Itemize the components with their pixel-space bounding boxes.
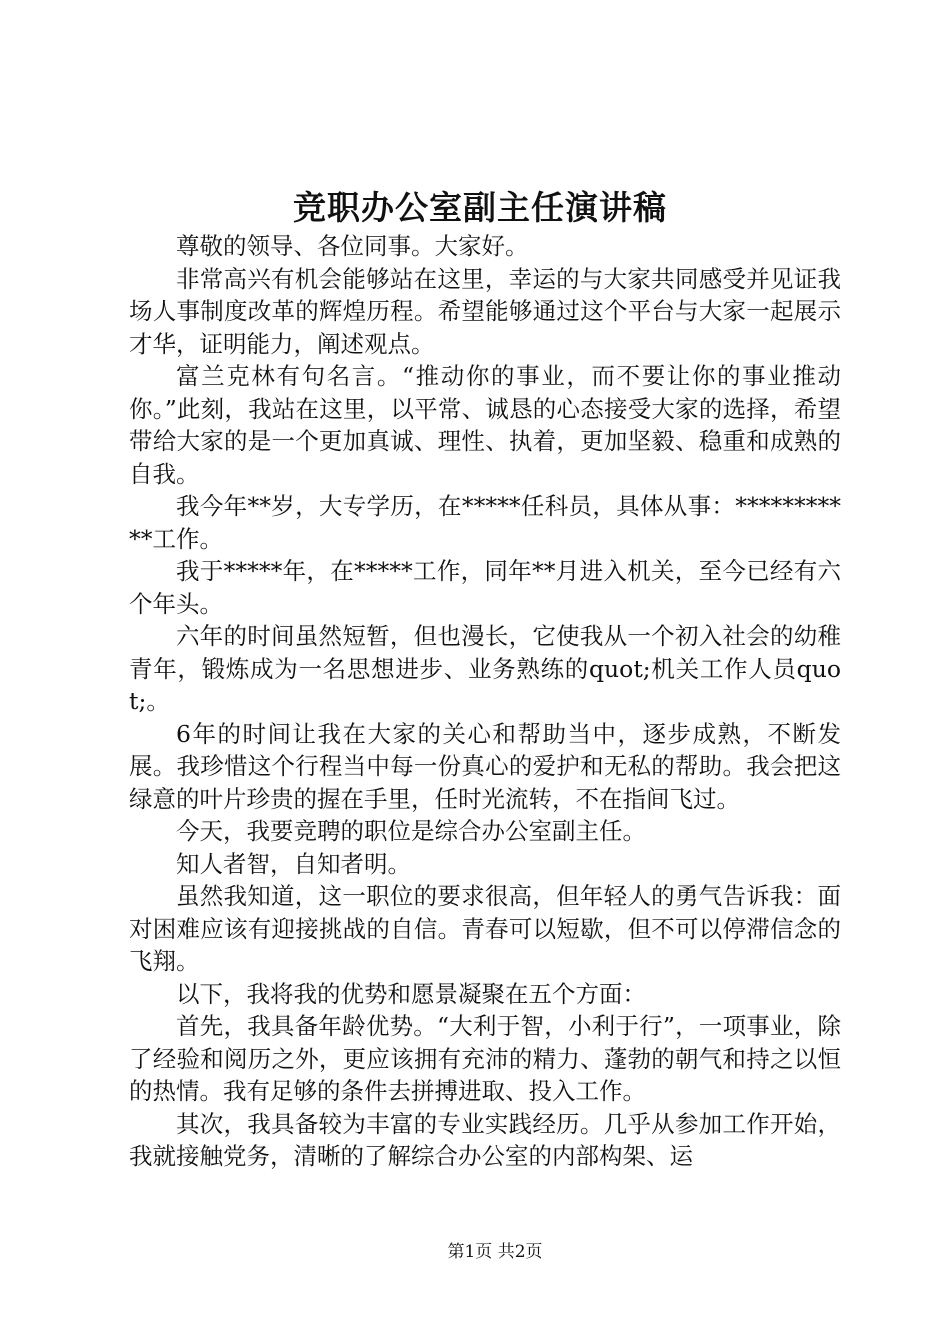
page-number-footer: 第1页 共2页	[447, 1242, 543, 1262]
paragraph: 知人者智，自知者明。	[176, 849, 411, 878]
paragraph: 非常高兴有机会能够站在这里，幸运的与大家共同感受并见证我场人事制度改革的辉煌历程。希望能够通过这个平台与大家一起展示才华，证明能力，阐述观点。	[129, 264, 841, 358]
paragraph: 今天，我要竞聘的职位是综合办公室副主任。	[176, 817, 646, 845]
document-body	[129, 230, 841, 1173]
paragraph: 富兰克林有句名言。“推动你的事业，而不要让你的事业推动你。”此刻，我站在这里，以平常、诚恳的心态接受大家的选择，希望带给大家的是一个更加真诚、理性、执着，更加坚毅、稳重和成熟的自我。	[129, 362, 841, 488]
paragraph-greeting: 尊敬的领导、各位同事。大家好。	[176, 232, 529, 260]
paragraph: 我今年**岁，大专学历，在*****任科员，具体从事：***********工作。	[129, 492, 841, 553]
paragraph: 我于*****年，在*****工作，同年**月进入机关，至今已经有六个年头。	[129, 557, 841, 618]
document-title: 竞职办公室副主任演讲稿	[293, 188, 667, 227]
paragraph: 其次，我具备较为丰富的专业实践经历。几乎从参加工作开始，我就接触党务，清晰的了解综合办公室的内部构架、运	[129, 1109, 841, 1170]
paragraph: 6年的时间让我在大家的关心和帮助当中，逐步成熟，不断发展。我珍惜这个行程当中每一份真心的爱护和无私的帮助。我会把这绿意的叶片珍贵的握在手里，任时光流转，不在指间飞过。	[129, 719, 841, 813]
paragraph: 首先，我具备年龄优势。“大利于智，小利于行”，一项事业，除了经验和阅历之外，更应该拥有充沛的精力、蓬勃的朝气和持之以恒的热情。我有足够的条件去拼搏进取、投入工作。	[129, 1012, 841, 1105]
paragraph: 以下，我将我的优势和愿景凝聚在五个方面：	[176, 979, 646, 1008]
paragraph: 虽然我知道，这一职位的要求很高，但年轻人的勇气告诉我：面对困难应该有迎接挑战的自信。青春可以短歇，但不可以停滞信念的飞翔。	[129, 882, 841, 975]
paragraph: 六年的时间虽然短暂，但也漫长，它使我从一个初入社会的幼稚青年，锻炼成为一名思想进步、业务熟练的quot;机关工作人员quot;。	[129, 622, 841, 715]
